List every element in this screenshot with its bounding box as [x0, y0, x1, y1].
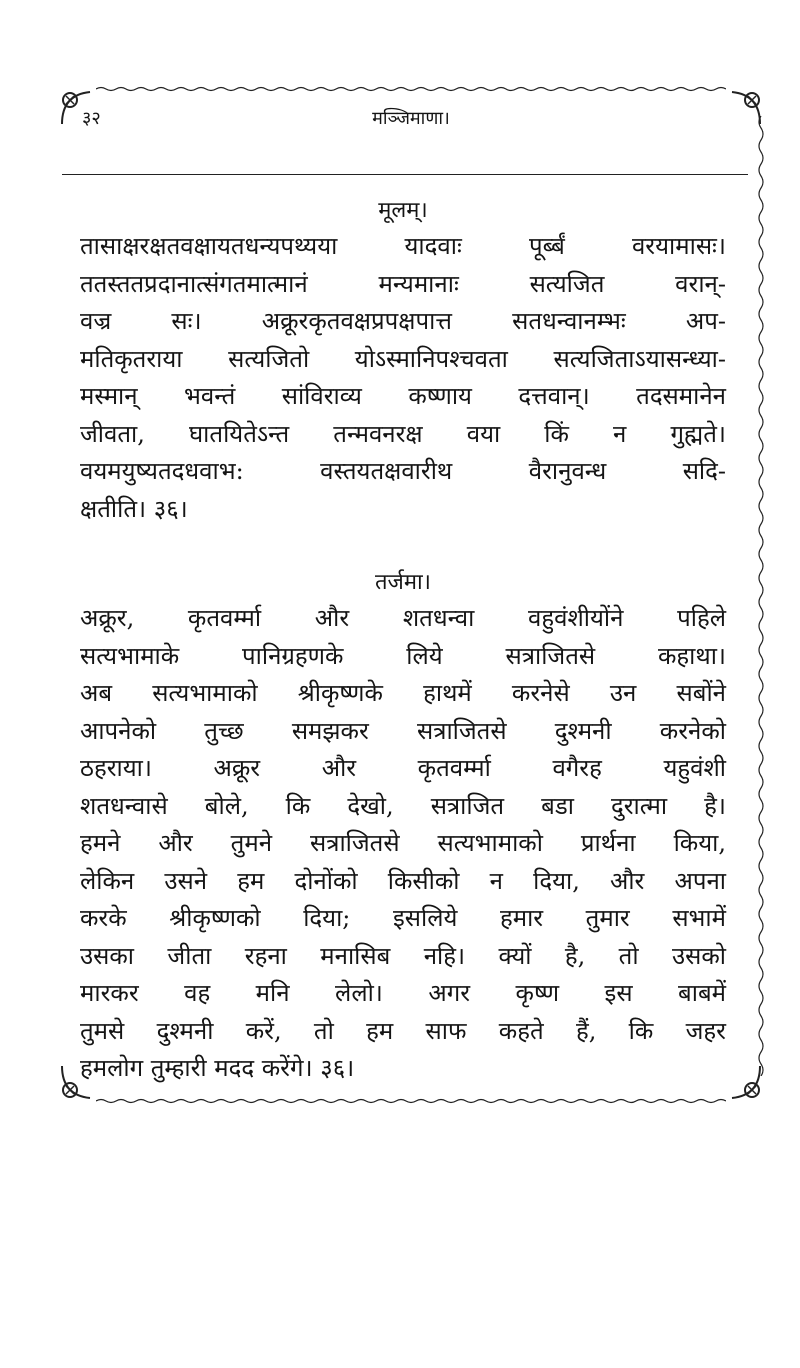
top-border-ornament	[96, 86, 726, 92]
book-page	[56, 86, 766, 1104]
translation-line: सत्यभामाके पानिग्रहणके लिये सत्राजितसे कहाथा।	[80, 641, 726, 670]
bottom-border-ornament	[96, 1098, 726, 1104]
translation-line: अब सत्यभामाको श्रीकृष्णके हाथमें करनेसे उन सबोंने	[80, 679, 726, 707]
section-title-translation: तर्जमा।	[374, 570, 432, 595]
section-title-sanskrit: मूलम्।	[378, 198, 428, 223]
translation-line: ठहराया। अक्रूर और कृतवर्म्मा वगैरह यहुवंशी	[80, 754, 726, 782]
translation-line: करके श्रीकृष्णको दिया; इसलिये हमार तुमार सभामें	[80, 904, 726, 932]
sanskrit-line: जीवता, घातयितेऽन्त तन्मवनरक्ष वया किं न गुह्मते।	[80, 419, 726, 448]
page-content	[80, 194, 726, 1088]
sanskrit-line: मस्मान् भवन्तं सांविराव्य कष्णाय दत्तवान्। तदसमानेन	[80, 382, 726, 410]
header-divider	[62, 174, 748, 175]
translation-line: अक्रूर, कृतवर्म्मा और शतधन्वा वहुवंशीयोंने पहिले	[80, 604, 726, 632]
translation-section	[80, 566, 726, 1088]
translation-line: लेकिन उसने हम दोनोंको किसीको न दिया, और अपना	[80, 866, 726, 895]
sanskrit-line: मतिकृतराया सत्यजितो योऽस्मानिपश्चवता सत्यजिताऽयासन्ध्या-	[80, 344, 726, 373]
translation-line: तुमसे दुश्मनी करें, तो हम साफ कहते हैं, कि जहर	[80, 1016, 726, 1045]
translation-line: मारकर वह मनि लेलो। अगर कृष्ण इस बाबमें	[80, 979, 726, 1007]
sanskrit-line: ततस्ततप्रदानात्संगतमात्मानं मन्यमानाः सत्यजित वरान्-	[80, 269, 726, 298]
page-number: ३२	[82, 108, 101, 129]
translation-line: शतधन्वासे बोले, कि देखो, सत्राजित बडा दुरात्मा है।	[80, 791, 726, 820]
translation-line: हमने और तुमने सत्राजितसे सत्यभामाको प्रार्थना किया,	[80, 829, 726, 857]
translation-line: आपनेको तुच्छ समझकर सत्राजितसे दुश्मनी करनेको	[80, 716, 726, 745]
sanskrit-section	[80, 194, 726, 528]
page-header	[56, 106, 766, 136]
sanskrit-line: वयमयुष्यतदधवाभ: वस्तयतक्षवारीथ वैरानुवन्ध सदि-	[80, 457, 726, 485]
sanskrit-line: तासाक्षरक्षतवक्षायतधन्यपथ्यया यादवाः पूर्ब्बं वरयामासः।	[80, 232, 726, 260]
translation-line: हमलोग तुम्हारी मदद करेंगे। ३६।	[80, 1054, 355, 1082]
running-head: मञ्जिमाणा।	[372, 108, 450, 129]
translation-line: उसका जीता रहना मनासिब नहि। क्यों है, तो उसको	[80, 941, 726, 970]
sanskrit-line: क्षतीति। ३६।	[80, 494, 188, 523]
right-border-ornament	[756, 116, 766, 1076]
sanskrit-line: वज्र सः। अक्रूरकृतवक्षप्रपक्षपात्त सतधन्वानम्भः अप-	[80, 307, 726, 335]
